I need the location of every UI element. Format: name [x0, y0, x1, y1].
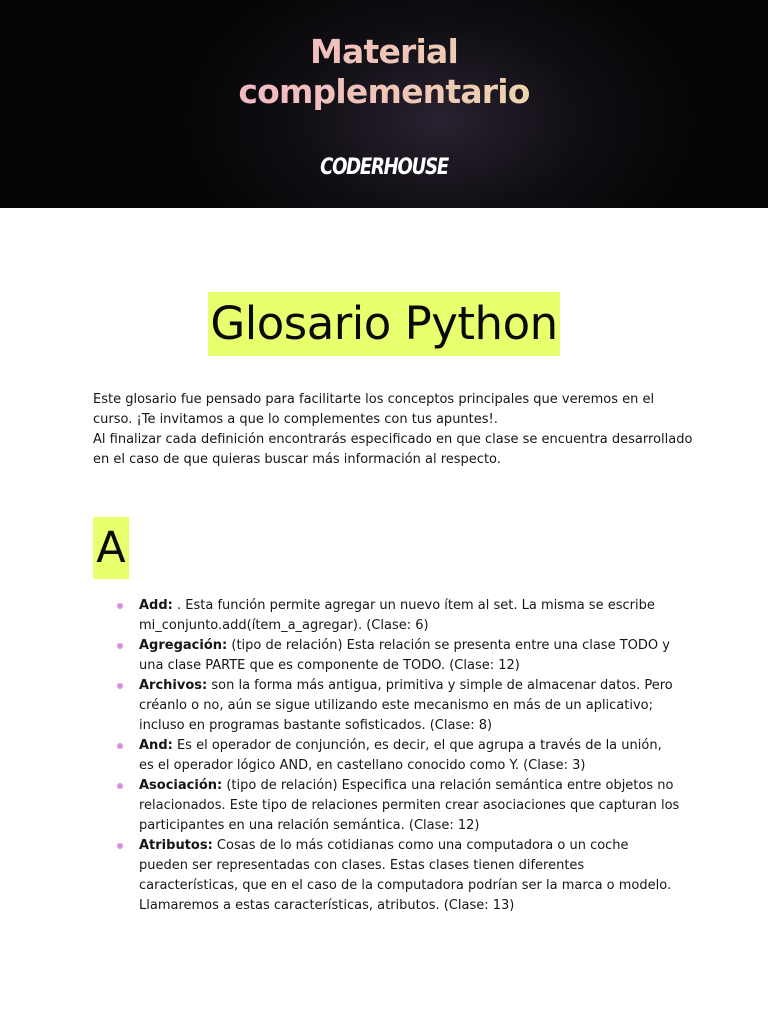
banner-title-line2: complementario	[238, 72, 530, 111]
glossary-entry-and	[115, 736, 680, 776]
banner-title	[0, 32, 768, 112]
entry-term: Atributos:	[139, 838, 213, 853]
bullet-icon	[117, 683, 123, 689]
glossary-entry-add	[115, 596, 680, 636]
intro-paragraph-2: Al finalizar cada definición encontrarás especificado en que clase se encuentra desarrollado en el caso de que quieras buscar más información al respecto.	[93, 432, 693, 467]
document-title-wrapper	[0, 292, 768, 356]
intro-paragraph-1: Este glosario fue pensado para facilitarte los conceptos principales que veremos en el curso. ¡Te invitamos a que lo complementes con tus apuntes!.	[93, 392, 655, 427]
entry-term: And:	[139, 738, 173, 753]
banner-title-line1: Material	[309, 32, 459, 71]
entry-term: Archivos:	[139, 678, 208, 693]
entry-term: Asociación:	[139, 778, 223, 793]
glossary-entry-atributos	[115, 836, 680, 916]
entry-definition: Es el operador de conjunción, es decir, el que agrupa a través de la unión, es el operador lógico AND, en castellano conocido como Y. (Clase: 3)	[139, 738, 662, 773]
glossary-entry-agregacion	[115, 636, 680, 676]
entry-definition: Cosas de lo más cotidianas como una computadora o un coche pueden ser representadas con clases. Estas clases tienen diferentes características, que en el caso de la computadora podrían ser la marca o modelo. Llamaremos a estas características, atributos. (Clase: 13)	[139, 838, 672, 913]
entry-term: Add:	[139, 598, 173, 613]
glossary-list	[115, 596, 680, 916]
glossary-entry-asociacion	[115, 776, 680, 836]
glossary-entry-archivos	[115, 676, 680, 736]
bullet-icon	[117, 743, 123, 749]
coderhouse-logo: CODERHOUSE	[320, 155, 448, 180]
entry-definition: . Esta función permite agregar un nuevo ítem al set. La misma se escribe mi_conjunto.add(ítem_a_agregar). (Clase: 6)	[139, 598, 655, 633]
document-title: Glosario Python	[208, 292, 559, 356]
bullet-icon	[117, 603, 123, 609]
header-banner	[0, 0, 768, 208]
intro-text	[93, 390, 693, 470]
entry-definition: son la forma más antigua, primitiva y simple de almacenar datos. Pero créanlo o no, aún se sigue utilizando este mecanismo en más de un aplicativo; incluso en programas bastante sofisticados. (Clase: 8)	[139, 678, 673, 733]
entry-term: Agregación:	[139, 638, 228, 653]
section-letter-a: A	[93, 517, 129, 579]
bullet-icon	[117, 643, 123, 649]
bullet-icon	[117, 843, 123, 849]
entry-definition: (tipo de relación) Esta relación se presenta entre una clase TODO y una clase PARTE que es componente de TODO. (Clase: 12)	[139, 638, 670, 673]
bullet-icon	[117, 783, 123, 789]
entry-definition: (tipo de relación) Especifica una relación semántica entre objetos no relacionados. Este tipo de relaciones permiten crear asociaciones que capturan los participantes en una relación semántica. (Clase: 12)	[139, 778, 680, 833]
